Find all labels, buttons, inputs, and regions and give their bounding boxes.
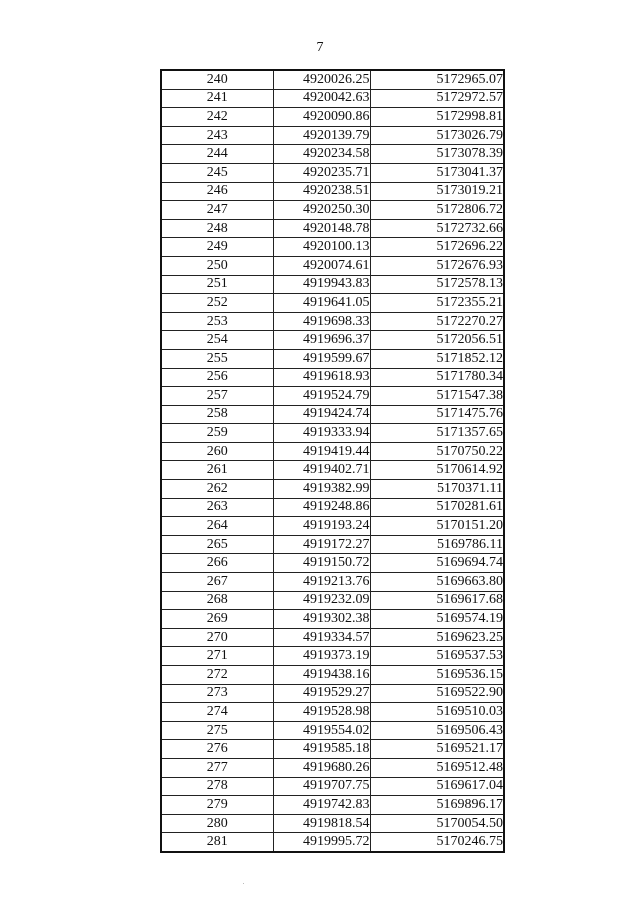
table-row <box>161 201 504 220</box>
y-coordinate-cell: 5169663.80 <box>370 573 504 592</box>
point-number-cell: 270 <box>161 628 273 647</box>
y-coordinate-cell: 5169623.25 <box>370 628 504 647</box>
y-coordinate-cell: 5171475.76 <box>370 405 504 424</box>
table-row <box>161 517 504 536</box>
y-coordinate-cell: 5173078.39 <box>370 145 504 164</box>
x-coordinate-cell: 4919995.72 <box>273 833 370 852</box>
table-row <box>161 70 504 89</box>
y-coordinate-cell: 5173019.21 <box>370 182 504 201</box>
table-row <box>161 498 504 517</box>
x-coordinate-cell: 4919373.19 <box>273 647 370 666</box>
point-number-cell: 274 <box>161 703 273 722</box>
table-row <box>161 442 504 461</box>
scan-speck <box>243 883 244 884</box>
table-row <box>161 461 504 480</box>
y-coordinate-cell: 5169506.43 <box>370 721 504 740</box>
coordinates-table <box>160 69 505 853</box>
table-row <box>161 684 504 703</box>
y-coordinate-cell: 5172056.51 <box>370 331 504 350</box>
table-row <box>161 814 504 833</box>
point-number-cell: 252 <box>161 294 273 313</box>
point-number-cell: 265 <box>161 535 273 554</box>
x-coordinate-cell: 4919529.27 <box>273 684 370 703</box>
table-row <box>161 740 504 759</box>
table-row <box>161 833 504 852</box>
x-coordinate-cell: 4919193.24 <box>273 517 370 536</box>
point-number-cell: 241 <box>161 89 273 108</box>
table-row <box>161 219 504 238</box>
table-row <box>161 331 504 350</box>
x-coordinate-cell: 4919554.02 <box>273 721 370 740</box>
x-coordinate-cell: 4919818.54 <box>273 814 370 833</box>
x-coordinate-cell: 4919585.18 <box>273 740 370 759</box>
table-row <box>161 758 504 777</box>
y-coordinate-cell: 5170750.22 <box>370 442 504 461</box>
x-coordinate-cell: 4919618.93 <box>273 368 370 387</box>
table-row <box>161 294 504 313</box>
point-number-cell: 259 <box>161 424 273 443</box>
x-coordinate-cell: 4919599.67 <box>273 349 370 368</box>
point-number-cell: 281 <box>161 833 273 852</box>
table-row <box>161 108 504 127</box>
coordinates-table-body <box>161 70 504 852</box>
x-coordinate-cell: 4919172.27 <box>273 535 370 554</box>
table-row <box>161 666 504 685</box>
point-number-cell: 269 <box>161 610 273 629</box>
point-number-cell: 277 <box>161 758 273 777</box>
point-number-cell: 261 <box>161 461 273 480</box>
table-row <box>161 312 504 331</box>
x-coordinate-cell: 4919424.74 <box>273 405 370 424</box>
y-coordinate-cell: 5172806.72 <box>370 201 504 220</box>
table-row <box>161 610 504 629</box>
point-number-cell: 263 <box>161 498 273 517</box>
y-coordinate-cell: 5171852.12 <box>370 349 504 368</box>
table-row <box>161 368 504 387</box>
table-row <box>161 405 504 424</box>
x-coordinate-cell: 4919707.75 <box>273 777 370 796</box>
y-coordinate-cell: 5172972.57 <box>370 89 504 108</box>
y-coordinate-cell: 5169694.74 <box>370 554 504 573</box>
x-coordinate-cell: 4919696.37 <box>273 331 370 350</box>
table-row <box>161 721 504 740</box>
x-coordinate-cell: 4919382.99 <box>273 480 370 499</box>
x-coordinate-cell: 4919150.72 <box>273 554 370 573</box>
point-number-cell: 279 <box>161 796 273 815</box>
y-coordinate-cell: 5170246.75 <box>370 833 504 852</box>
point-number-cell: 245 <box>161 163 273 182</box>
y-coordinate-cell: 5169522.90 <box>370 684 504 703</box>
y-coordinate-cell: 5173041.37 <box>370 163 504 182</box>
x-coordinate-cell: 4919333.94 <box>273 424 370 443</box>
table-row <box>161 628 504 647</box>
point-number-cell: 251 <box>161 275 273 294</box>
point-number-cell: 271 <box>161 647 273 666</box>
table-row <box>161 349 504 368</box>
x-coordinate-cell: 4920234.58 <box>273 145 370 164</box>
y-coordinate-cell: 5171547.38 <box>370 387 504 406</box>
y-coordinate-cell: 5171780.34 <box>370 368 504 387</box>
y-coordinate-cell: 5170151.20 <box>370 517 504 536</box>
point-number-cell: 255 <box>161 349 273 368</box>
table-row <box>161 145 504 164</box>
table-row <box>161 238 504 257</box>
x-coordinate-cell: 4919302.38 <box>273 610 370 629</box>
point-number-cell: 250 <box>161 256 273 275</box>
y-coordinate-cell: 5169617.68 <box>370 591 504 610</box>
y-coordinate-cell: 5172578.13 <box>370 275 504 294</box>
table-row <box>161 182 504 201</box>
y-coordinate-cell: 5169617.04 <box>370 777 504 796</box>
table-row <box>161 591 504 610</box>
y-coordinate-cell: 5170614.92 <box>370 461 504 480</box>
y-coordinate-cell: 5169536.15 <box>370 666 504 685</box>
x-coordinate-cell: 4919698.33 <box>273 312 370 331</box>
point-number-cell: 244 <box>161 145 273 164</box>
x-coordinate-cell: 4920026.25 <box>273 70 370 89</box>
y-coordinate-cell: 5169896.17 <box>370 796 504 815</box>
x-coordinate-cell: 4919248.86 <box>273 498 370 517</box>
y-coordinate-cell: 5172732.66 <box>370 219 504 238</box>
x-coordinate-cell: 4919438.16 <box>273 666 370 685</box>
page-number: 7 <box>316 40 324 55</box>
point-number-cell: 256 <box>161 368 273 387</box>
y-coordinate-cell: 5170371.11 <box>370 480 504 499</box>
table-row <box>161 535 504 554</box>
point-number-cell: 280 <box>161 814 273 833</box>
y-coordinate-cell: 5169574.19 <box>370 610 504 629</box>
x-coordinate-cell: 4920074.61 <box>273 256 370 275</box>
point-number-cell: 240 <box>161 70 273 89</box>
x-coordinate-cell: 4920100.13 <box>273 238 370 257</box>
point-number-cell: 264 <box>161 517 273 536</box>
y-coordinate-cell: 5172998.81 <box>370 108 504 127</box>
table-row <box>161 89 504 108</box>
table-row <box>161 573 504 592</box>
x-coordinate-cell: 4920235.71 <box>273 163 370 182</box>
table-row <box>161 554 504 573</box>
point-number-cell: 249 <box>161 238 273 257</box>
table-row <box>161 480 504 499</box>
point-number-cell: 272 <box>161 666 273 685</box>
table-row <box>161 424 504 443</box>
x-coordinate-cell: 4919524.79 <box>273 387 370 406</box>
y-coordinate-cell: 5169510.03 <box>370 703 504 722</box>
point-number-cell: 275 <box>161 721 273 740</box>
point-number-cell: 247 <box>161 201 273 220</box>
x-coordinate-cell: 4920148.78 <box>273 219 370 238</box>
x-coordinate-cell: 4919419.44 <box>273 442 370 461</box>
x-coordinate-cell: 4919334.57 <box>273 628 370 647</box>
table-row <box>161 777 504 796</box>
point-number-cell: 260 <box>161 442 273 461</box>
point-number-cell: 242 <box>161 108 273 127</box>
table-row <box>161 256 504 275</box>
point-number-cell: 248 <box>161 219 273 238</box>
point-number-cell: 267 <box>161 573 273 592</box>
y-coordinate-cell: 5170054.50 <box>370 814 504 833</box>
table-row <box>161 387 504 406</box>
y-coordinate-cell: 5172355.21 <box>370 294 504 313</box>
x-coordinate-cell: 4920139.79 <box>273 126 370 145</box>
y-coordinate-cell: 5172965.07 <box>370 70 504 89</box>
x-coordinate-cell: 4919528.98 <box>273 703 370 722</box>
point-number-cell: 257 <box>161 387 273 406</box>
x-coordinate-cell: 4919742.83 <box>273 796 370 815</box>
point-number-cell: 243 <box>161 126 273 145</box>
y-coordinate-cell: 5169521.17 <box>370 740 504 759</box>
x-coordinate-cell: 4919943.83 <box>273 275 370 294</box>
y-coordinate-cell: 5169537.53 <box>370 647 504 666</box>
point-number-cell: 246 <box>161 182 273 201</box>
point-number-cell: 254 <box>161 331 273 350</box>
y-coordinate-cell: 5172270.27 <box>370 312 504 331</box>
x-coordinate-cell: 4919213.76 <box>273 573 370 592</box>
y-coordinate-cell: 5172676.93 <box>370 256 504 275</box>
point-number-cell: 266 <box>161 554 273 573</box>
x-coordinate-cell: 4920042.63 <box>273 89 370 108</box>
table-row <box>161 703 504 722</box>
table-row <box>161 163 504 182</box>
table-row <box>161 796 504 815</box>
point-number-cell: 262 <box>161 480 273 499</box>
x-coordinate-cell: 4919680.26 <box>273 758 370 777</box>
point-number-cell: 268 <box>161 591 273 610</box>
point-number-cell: 258 <box>161 405 273 424</box>
y-coordinate-cell: 5173026.79 <box>370 126 504 145</box>
point-number-cell: 273 <box>161 684 273 703</box>
x-coordinate-cell: 4920238.51 <box>273 182 370 201</box>
table-row <box>161 275 504 294</box>
x-coordinate-cell: 4919641.05 <box>273 294 370 313</box>
point-number-cell: 278 <box>161 777 273 796</box>
y-coordinate-cell: 5169786.11 <box>370 535 504 554</box>
x-coordinate-cell: 4920250.30 <box>273 201 370 220</box>
point-number-cell: 276 <box>161 740 273 759</box>
table-row <box>161 126 504 145</box>
y-coordinate-cell: 5171357.65 <box>370 424 504 443</box>
x-coordinate-cell: 4919402.71 <box>273 461 370 480</box>
x-coordinate-cell: 4920090.86 <box>273 108 370 127</box>
point-number-cell: 253 <box>161 312 273 331</box>
y-coordinate-cell: 5169512.48 <box>370 758 504 777</box>
table-row <box>161 647 504 666</box>
y-coordinate-cell: 5170281.61 <box>370 498 504 517</box>
x-coordinate-cell: 4919232.09 <box>273 591 370 610</box>
y-coordinate-cell: 5172696.22 <box>370 238 504 257</box>
